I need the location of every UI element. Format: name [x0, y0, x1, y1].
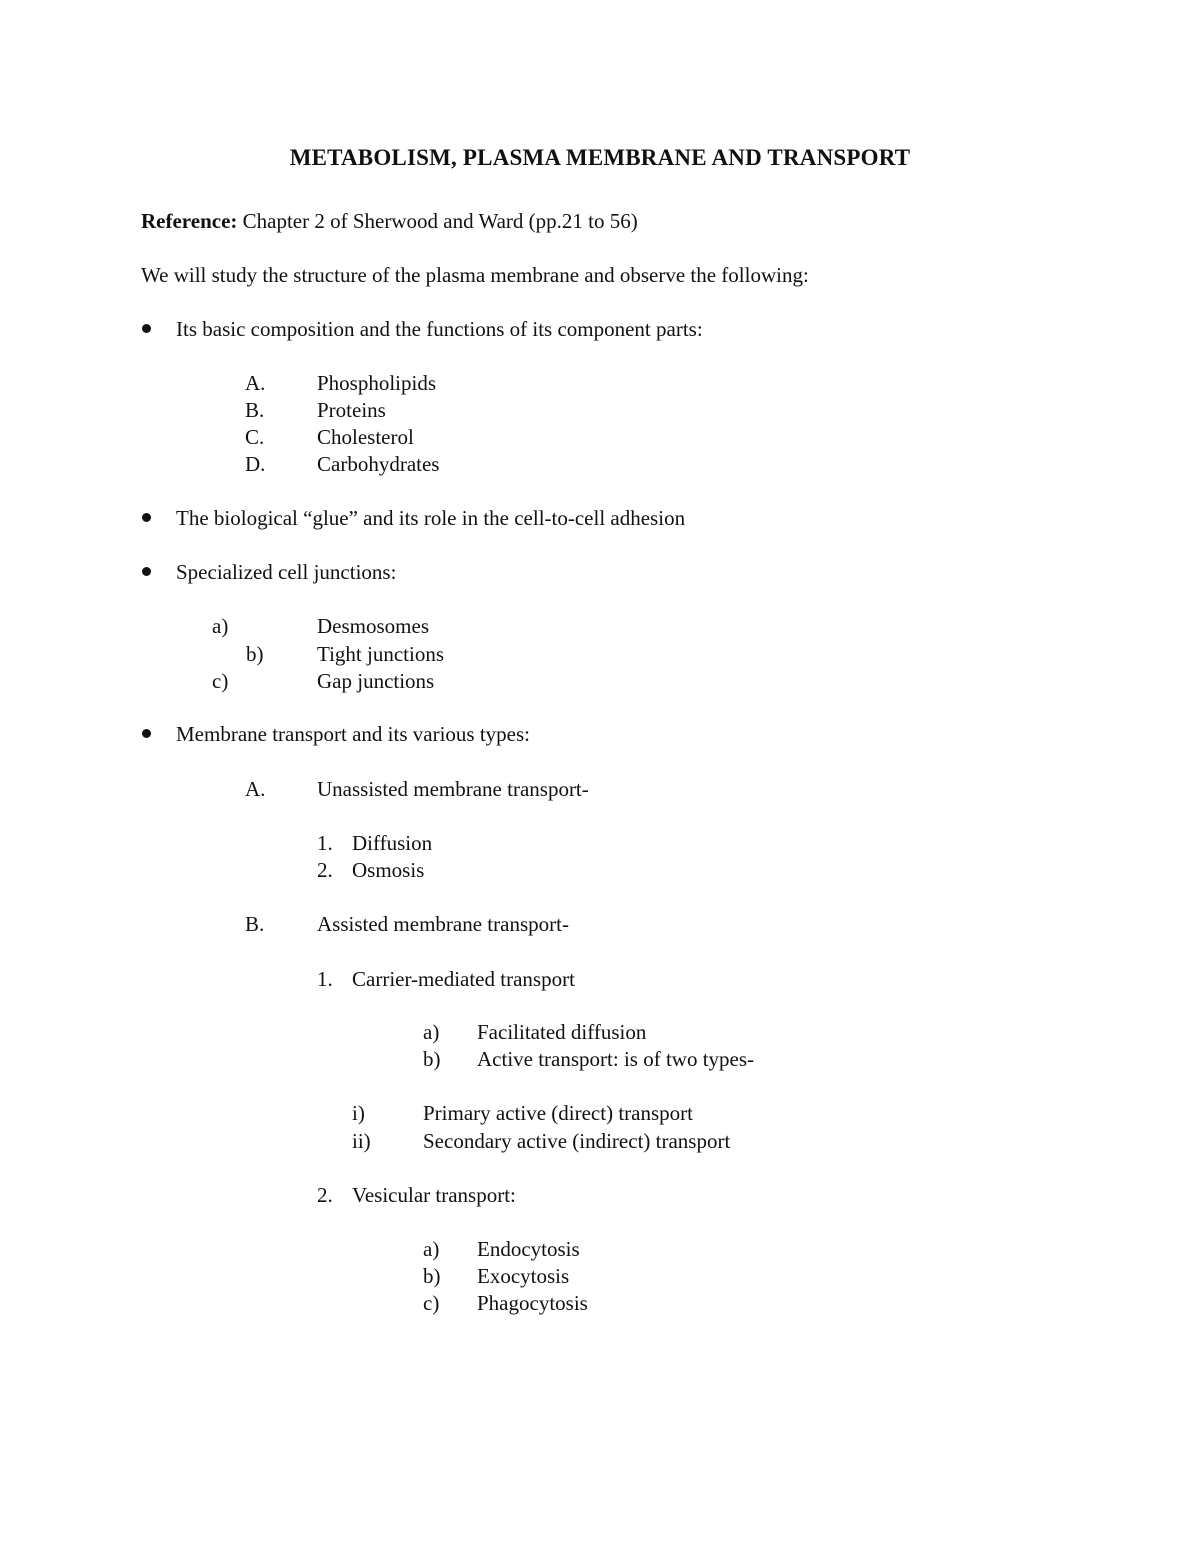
transport-heading-unassisted: Unassisted membrane transport- — [317, 777, 589, 801]
list-item: Cholesterol — [317, 425, 414, 449]
list-marker: A. — [245, 777, 266, 801]
reference-line — [141, 208, 638, 234]
list-item: Active transport: is of two types- — [477, 1047, 755, 1071]
list-item: Desmosomes — [317, 614, 429, 638]
list-item: Diffusion — [352, 831, 433, 855]
vesicular-heading: Vesicular transport: — [352, 1183, 516, 1207]
list-item: Proteins — [317, 398, 386, 422]
list-marker: c) — [212, 669, 229, 693]
list-item: Secondary active (indirect) transport — [423, 1129, 731, 1153]
list-item: Primary active (direct) transport — [423, 1101, 693, 1125]
list-marker: C. — [245, 425, 265, 449]
list-item: Carbohydrates — [317, 452, 440, 476]
list-item: Exocytosis — [477, 1264, 570, 1288]
list-item: Osmosis — [352, 858, 425, 882]
list-marker: b) — [246, 642, 264, 666]
list-item: Phospholipids — [317, 371, 437, 395]
list-item: Facilitated diffusion — [477, 1020, 647, 1044]
list-marker: 1. — [317, 967, 333, 991]
list-marker: 1. — [317, 831, 333, 855]
list-item: Tight junctions — [317, 642, 445, 666]
bullet-icon — [142, 513, 151, 522]
list-marker: a) — [423, 1020, 440, 1044]
list-marker: 2. — [317, 858, 333, 882]
bullet-icon — [142, 729, 151, 738]
list-marker: B. — [245, 398, 265, 422]
list-marker: 2. — [317, 1183, 333, 1207]
list-marker: b) — [423, 1264, 441, 1288]
bullet-composition: Its basic composition and the functions of its component parts: — [176, 317, 703, 341]
reference-label: Reference: — [141, 209, 238, 233]
list-marker: c) — [423, 1291, 440, 1315]
list-marker: A. — [245, 371, 266, 395]
list-marker: B. — [245, 912, 265, 936]
list-marker: a) — [423, 1237, 440, 1261]
bullet-icon — [142, 324, 151, 333]
list-item: Phagocytosis — [477, 1291, 588, 1315]
list-marker: D. — [245, 452, 266, 476]
list-marker: b) — [423, 1047, 441, 1071]
list-marker: a) — [212, 614, 229, 638]
intro-paragraph: We will study the structure of the plasma membrane and observe the following: — [141, 263, 809, 287]
carrier-mediated-heading: Carrier-mediated transport — [352, 967, 575, 991]
list-item: Endocytosis — [477, 1237, 580, 1261]
list-marker: ii) — [352, 1129, 371, 1153]
reference-text: Chapter 2 of Sherwood and Ward (pp.21 to 56) — [237, 209, 638, 233]
bullet-glue: The biological “glue” and its role in the cell-to-cell adhesion — [176, 506, 686, 530]
bullet-transport: Membrane transport and its various types: — [176, 722, 531, 746]
list-item: Gap junctions — [317, 669, 435, 693]
document-title: METABOLISM, PLASMA MEMBRANE AND TRANSPORT — [289, 145, 911, 170]
bullet-junctions: Specialized cell junctions: — [176, 560, 397, 584]
transport-heading-assisted: Assisted membrane transport- — [317, 912, 569, 936]
bullet-icon — [142, 567, 151, 576]
list-marker: i) — [352, 1101, 365, 1125]
